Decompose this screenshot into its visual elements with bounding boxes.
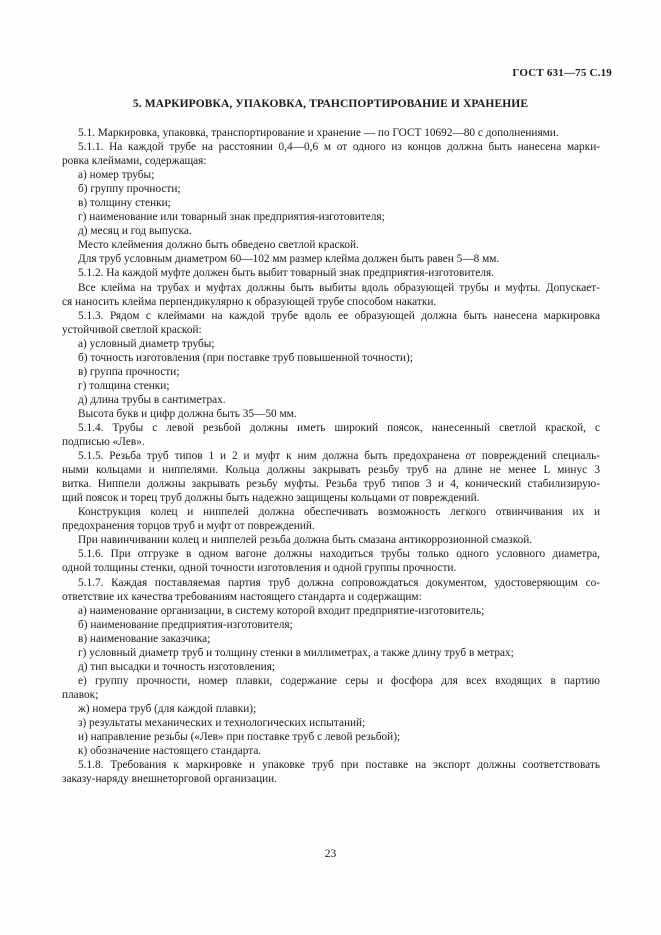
list-item: плавок; (62, 688, 99, 701)
text-line: Для труб условным диаметром 60—102 мм размер клейма должен быть равен 5—8 мм. (78, 253, 500, 266)
section-title: 5. МАРКИРОВКА, УПАКОВКА, ТРАНСПОРТИРОВАНИЕ И ХРАНЕНИЕ (132, 98, 529, 110)
text-line: 5.1.2. На каждой муфте должен быть выбит товарный знак предприятия-изготовителя. (78, 267, 494, 280)
list-item: б) наименование предприятия-изготовителя; (78, 618, 293, 631)
text-line: 5.1.5. Резьба труб типов 1 и 2 и муфт к ним должна быть предохранена от повреждений специаль- (78, 450, 600, 463)
list-item: д) месяц и год выпуска. (78, 225, 192, 238)
text-line: Место клеймения должно быть обведено светлой краской. (78, 239, 359, 252)
text-line: 5.1.7. Каждая поставляемая партия труб должна сопровождаться документом, удостоверяющим со- (78, 576, 600, 589)
text-line: ровка клеймами, содержащая: (62, 155, 207, 168)
text-line: ными кольцами и ниппелями. Кольца должны закрывать резьбу труб на длине не менее L минус 3 (62, 464, 600, 477)
page-number: 23 (324, 848, 337, 860)
text-line: устойчивой светлой краской: (62, 323, 202, 336)
text-line: 5.1.8. Требования к маркировке и упаковке труб при поставке на экспорт должны соответствовать (78, 759, 600, 772)
text-line: ответствие их качества требованиям настоящего стандарта и содержащим: (62, 590, 422, 603)
list-item: г) толщина стенки; (78, 379, 170, 392)
text-line: подписью «Лев». (62, 436, 145, 449)
text-line: одной толщины стенки, одной точности изготовления и одной группы прочности. (62, 562, 457, 575)
list-item: е) группу прочности, номер плавки, содержание серы и фосфора для всех входящих в партию (78, 674, 600, 687)
list-item: а) номер трубы; (78, 169, 155, 182)
text-line: Конструкция колец и ниппелей должна обеспечивать возможность легкого отвинчивания их и (78, 506, 600, 519)
list-item: а) условный диаметр трубы; (78, 337, 215, 350)
text-line: Все клейма на трубах и муфтах должны быть выбиты вдоль образующей трубы и муфты. Допускает- (78, 281, 600, 294)
page-header: ГОСТ 631—75 С.19 (512, 67, 612, 79)
text-line: Высота букв и цифр должна быть 35—50 мм. (78, 407, 297, 420)
list-item: г) условный диаметр труб и толщину стенки в миллиметрах, а также длину труб в метрах; (78, 646, 514, 659)
text-line: заказу-наряду внешнеторговой организации. (62, 773, 278, 786)
text-line: При навинчивании колец и ниппелей резьба должна быть смазана антикоррозионной смазкой. (78, 534, 533, 547)
text-line: предохранения торцов труб и муфт от повреждений. (62, 520, 315, 533)
text-line: витка. Ниппели должны закрывать резьбу муфты. Резьба труб типов 3 и 4, конический стабилизирую- (62, 478, 600, 491)
list-item: ж) номера труб (для каждой плавки); (78, 702, 257, 715)
text-line: 5.1. Маркировка, упаковка, транспортирование и хранение — по ГОСТ 10692—80 с дополнениями. (78, 127, 559, 139)
section-body (62, 126, 600, 786)
list-item: з) результаты механических и технологических испытаний; (78, 716, 366, 729)
text-line: 5.1.3. Рядом с клеймами на каждой трубе вдоль ее образующей должна быть нанесена маркировка (78, 309, 600, 322)
text-line: 5.1.4. Трубы с левой резьбой должны иметь широкий поясок, нанесенный светлой краской, с (78, 421, 600, 434)
list-item: г) наименование или товарный знак предприятия-изготовителя; (78, 211, 385, 224)
text-line: щий поясок и торец труб должны быть надежно защищены кольцами от повреждений. (62, 492, 480, 505)
list-item: к) обозначение настоящего стандарта. (78, 745, 262, 758)
text-line: 5.1.1. На каждой трубе на расстоянии 0,4—0,6 м от одного из концов должна быть нанесена марки- (78, 141, 600, 154)
list-item: д) длина трубы в сантиметрах. (78, 393, 226, 406)
list-item: б) группу прочности; (78, 183, 181, 196)
text-line: 5.1.6. При отгрузке в одном вагоне должны находиться трубы только одного условного диаметра, (78, 548, 600, 561)
list-item: в) толщину стенки; (78, 197, 171, 210)
list-item: в) группа прочности; (78, 365, 180, 378)
list-item: б) точность изготовления (при поставке труб повышенной точности); (78, 351, 413, 364)
list-item: д) тип высадки и точность изготовления; (78, 660, 276, 673)
list-item: и) направление резьбы («Лев» при поставке труб с левой резьбой); (78, 731, 401, 744)
list-item: в) наименование заказчика; (78, 632, 211, 645)
text-line: ся наносить клейма перпендикулярно к образующей трубе способом накатки. (62, 295, 437, 308)
list-item: а) наименование организации, в систему которой входит предприятие-изготовитель; (78, 604, 485, 617)
